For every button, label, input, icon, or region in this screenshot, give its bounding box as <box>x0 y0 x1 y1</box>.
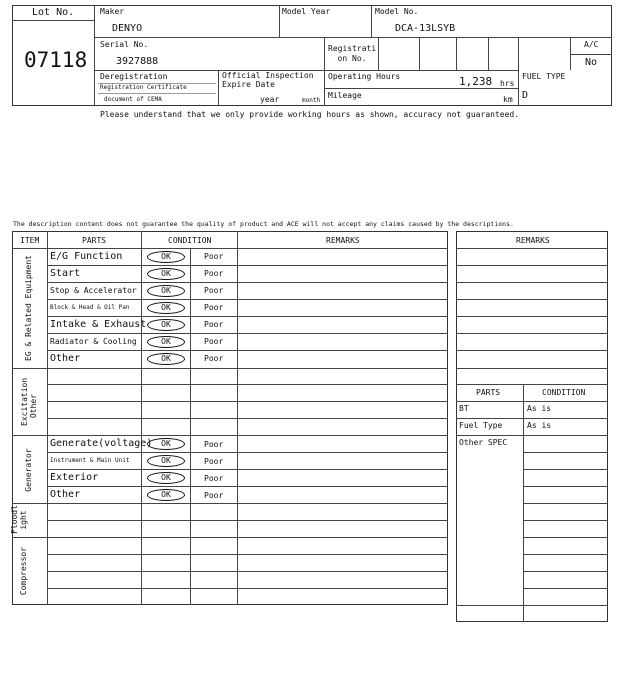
poor-option: Poor <box>204 303 224 312</box>
km-label: km <box>503 95 513 104</box>
official-inspection-label: Official Inspection <box>222 71 314 80</box>
part-intake-exhaust: Intake & Exhaust <box>50 319 147 330</box>
lot-no-label: Lot No. <box>32 7 75 18</box>
right-part-other-spec: Other SPEC <box>459 438 508 447</box>
condition-header: CONDITION <box>168 236 212 245</box>
poor-option: Poor <box>204 269 224 278</box>
operating-hours-label: Operating Hours <box>328 72 401 81</box>
poor-option: Poor <box>204 440 224 449</box>
item-header: ITEM <box>20 236 40 245</box>
maker-label: Maker <box>100 7 125 16</box>
remarks-header: REMARKS <box>326 236 360 245</box>
ok-selected-eg-other: OK <box>147 353 185 365</box>
ok-selected-intake-exhaust: OK <box>147 319 185 331</box>
deregistration-label: Deregistration <box>100 72 168 81</box>
hours-notice: Please understand that we only provide working hours as shown, accuracy not guaranteed. <box>100 110 520 119</box>
part-generator-other: Other <box>50 489 81 500</box>
document-of-cema-label: document of CEMA <box>104 96 162 103</box>
group-excitation-other <box>20 376 40 436</box>
part-instrument-main-unit: Instrument & Main Unit <box>50 457 130 464</box>
fuel-type-value: D <box>522 90 529 101</box>
serial-no-value: 3927888 <box>116 56 159 67</box>
right-condition-bt: As is <box>527 404 552 413</box>
lot-no-value: 07118 <box>24 48 88 72</box>
registration-certificate-label: Registration Certificate <box>100 84 187 91</box>
year-label: year <box>260 95 280 104</box>
month-label: month <box>302 97 321 104</box>
ok-selected-eg-function: OK <box>147 251 185 263</box>
right-condition-fuel-type: As is <box>527 421 552 430</box>
fuel-type-label: FUEL TYPE <box>522 72 566 81</box>
ok-selected-exterior: OK <box>147 472 185 484</box>
ok-selected-generator-other: OK <box>147 489 185 501</box>
poor-option: Poor <box>204 320 224 329</box>
right-remarks-header: REMARKS <box>516 236 550 245</box>
right-part-fuel-type: Fuel Type <box>459 421 503 430</box>
part-block-head-oil-pan: Block & Head & Oil Pan <box>50 304 130 311</box>
model-no-value: DCA-13LSYB <box>395 23 456 34</box>
group-eg-related-equipment: EG & Related Equipment <box>24 255 33 361</box>
ok-selected-block-head: OK <box>147 302 185 314</box>
maker-value: DENYO <box>112 23 143 34</box>
poor-option: Poor <box>204 354 224 363</box>
ok-selected-stop-accelerator: OK <box>147 285 185 297</box>
ok-selected-generate: OK <box>147 438 185 450</box>
ac-label: A/C <box>584 40 599 49</box>
group-compressor: Compressor <box>19 546 28 596</box>
hrs-label: hrs <box>500 79 515 88</box>
poor-option: Poor <box>204 286 224 295</box>
serial-no-label: Serial No. <box>100 40 149 49</box>
mileage-label: Mileage <box>328 91 362 100</box>
ac-value: No <box>585 57 598 68</box>
poor-option: Poor <box>204 491 224 500</box>
poor-option: Poor <box>204 457 224 466</box>
registration-no-label: Registrati on No. <box>328 44 377 63</box>
part-radiator-cooling: Radiator & Cooling <box>50 337 137 346</box>
right-part-bt: BT <box>459 404 469 413</box>
ok-selected-start: OK <box>147 268 185 280</box>
group-floodlight <box>10 500 30 540</box>
group-excitation-label: Excitation Other <box>20 377 38 426</box>
ok-selected-radiator: OK <box>147 336 185 348</box>
part-generate-voltage: Generate(voltage) <box>50 438 153 449</box>
part-exterior: Exterior <box>50 472 99 483</box>
part-eg-other: Other <box>50 353 81 364</box>
part-start: Start <box>50 268 81 279</box>
model-no-label: Model No. <box>375 7 419 16</box>
operating-hours-value: 1,238 <box>459 75 493 88</box>
part-stop-accelerator: Stop & Accelerator <box>50 286 137 295</box>
model-year-label: Model Year <box>282 7 331 16</box>
poor-option: Poor <box>204 474 224 483</box>
poor-option: Poor <box>204 252 224 261</box>
poor-option: Poor <box>204 337 224 346</box>
group-generator: Generator <box>24 448 33 492</box>
expire-date-label: Expire Date <box>222 80 275 89</box>
right-condition-header: CONDITION <box>542 388 586 397</box>
group-floodlight-label: Floodl ight <box>10 505 28 534</box>
right-parts-header: PARTS <box>476 388 501 397</box>
disclaimer-text: The description content does not guarantee the quality of product and ACE will not accept any claims caused by the descriptions. <box>13 220 514 228</box>
parts-header: PARTS <box>82 236 107 245</box>
ok-selected-instrument: OK <box>147 455 185 467</box>
part-eg-function: E/G Function <box>50 251 123 262</box>
